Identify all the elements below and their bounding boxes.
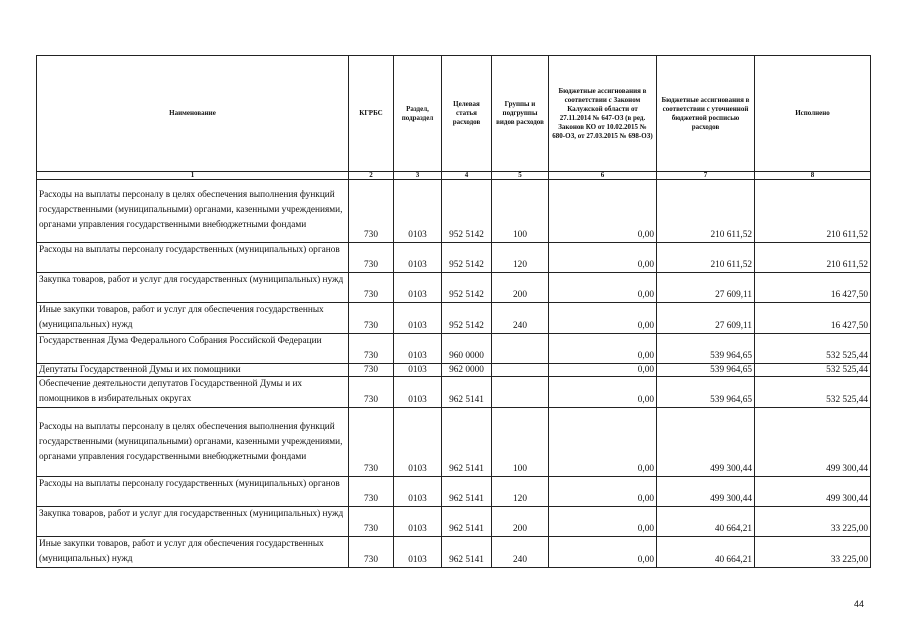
cell-executed: 33 225,00 [755, 537, 871, 568]
cell-executed: 532 525,44 [755, 364, 871, 377]
table-row [37, 377, 871, 408]
cell-kgrbs: 730 [349, 364, 394, 377]
cell-kgrbs: 730 [349, 537, 394, 568]
cell-group: 240 [492, 537, 549, 568]
cell-executed: 16 427,50 [755, 303, 871, 334]
cell-kgrbs: 730 [349, 507, 394, 537]
table-row [37, 303, 871, 334]
cell-roster: 210 611,52 [657, 180, 755, 243]
cell-name: Государственная Дума Федерального Собрания Российской Федерации [37, 334, 349, 364]
header-target-article: Целевая статья расходов [442, 56, 492, 172]
cell-roster: 27 609,11 [657, 303, 755, 334]
cell-section: 0103 [394, 180, 442, 243]
cell-name: Закупка товаров, работ и услуг для государственных (муниципальных) нужд [37, 507, 349, 537]
cell-name: Иные закупки товаров, работ и услуг для обеспечения государственных (муниципальных) нужд [37, 303, 349, 334]
cell-name: Иные закупки товаров, работ и услуг для обеспечения государственных (муниципальных) нужд [37, 537, 349, 568]
cell-roster: 539 964,65 [657, 334, 755, 364]
cell-kgrbs: 730 [349, 303, 394, 334]
table-row [37, 408, 871, 477]
table-row [37, 507, 871, 537]
cell-section: 0103 [394, 408, 442, 477]
cell-law: 0,00 [549, 334, 657, 364]
cell-section: 0103 [394, 537, 442, 568]
cell-group: 200 [492, 507, 549, 537]
table-row [37, 180, 871, 243]
header-row [37, 56, 871, 172]
column-number: 7 [657, 172, 755, 180]
cell-group: 120 [492, 477, 549, 507]
table-row [37, 334, 871, 364]
cell-target: 962 5141 [442, 377, 492, 408]
cell-section: 0103 [394, 273, 442, 303]
cell-roster: 539 964,65 [657, 377, 755, 408]
cell-executed: 210 611,52 [755, 180, 871, 243]
cell-section: 0103 [394, 377, 442, 408]
cell-name: Расходы на выплаты персоналу государственных (муниципальных) органов [37, 477, 349, 507]
cell-roster: 499 300,44 [657, 477, 755, 507]
cell-target: 952 5142 [442, 243, 492, 273]
cell-name: Депутаты Государственной Думы и их помощники [37, 364, 349, 377]
cell-target: 952 5142 [442, 273, 492, 303]
cell-law: 0,00 [549, 408, 657, 477]
cell-kgrbs: 730 [349, 273, 394, 303]
column-number: 3 [394, 172, 442, 180]
cell-roster: 40 664,21 [657, 507, 755, 537]
cell-group [492, 377, 549, 408]
cell-roster: 210 611,52 [657, 243, 755, 273]
cell-executed: 532 525,44 [755, 377, 871, 408]
column-number: 4 [442, 172, 492, 180]
cell-section: 0103 [394, 477, 442, 507]
header-kgrbs: КГРБС [349, 56, 394, 172]
cell-kgrbs: 730 [349, 477, 394, 507]
column-number: 8 [755, 172, 871, 180]
table-row [37, 477, 871, 507]
cell-roster: 27 609,11 [657, 273, 755, 303]
column-number: 5 [492, 172, 549, 180]
cell-target: 962 5141 [442, 408, 492, 477]
cell-group [492, 364, 549, 377]
cell-group: 100 [492, 180, 549, 243]
column-number: 1 [37, 172, 349, 180]
cell-section: 0103 [394, 507, 442, 537]
header-section: Раздел, подраздел [394, 56, 442, 172]
cell-law: 0,00 [549, 477, 657, 507]
cell-executed: 532 525,44 [755, 334, 871, 364]
cell-kgrbs: 730 [349, 408, 394, 477]
cell-kgrbs: 730 [349, 334, 394, 364]
cell-roster: 499 300,44 [657, 408, 755, 477]
cell-target: 962 5141 [442, 537, 492, 568]
page-number: 44 [854, 599, 865, 609]
cell-roster: 40 664,21 [657, 537, 755, 568]
cell-roster: 539 964,65 [657, 364, 755, 377]
cell-kgrbs: 730 [349, 243, 394, 273]
cell-law: 0,00 [549, 364, 657, 377]
column-number-row [37, 172, 871, 180]
header-executed: Исполнено [755, 56, 871, 172]
column-number: 2 [349, 172, 394, 180]
cell-law: 0,00 [549, 507, 657, 537]
cell-executed: 210 611,52 [755, 243, 871, 273]
cell-law: 0,00 [549, 303, 657, 334]
cell-law: 0,00 [549, 537, 657, 568]
cell-section: 0103 [394, 243, 442, 273]
table-row [37, 243, 871, 273]
cell-executed: 33 225,00 [755, 507, 871, 537]
cell-law: 0,00 [549, 243, 657, 273]
column-number: 6 [549, 172, 657, 180]
header-roster-allocations: Бюджетные ассигнования в соответствии с уточненной бюджетной росписью расходов [657, 56, 755, 172]
cell-name: Расходы на выплаты персоналу в целях обеспечения выполнения функций государственными (муниципальными) органами, казенными учреждениями, органами управления государственными внебюджетными фондами [37, 408, 349, 477]
cell-section: 0103 [394, 334, 442, 364]
cell-group: 200 [492, 273, 549, 303]
cell-name: Закупка товаров, работ и услуг для государственных (муниципальных) нужд [37, 273, 349, 303]
budget-table [36, 55, 871, 568]
cell-name: Расходы на выплаты персоналу в целях обеспечения выполнения функций государственными (муниципальными) органами, казенными учреждениями, органами управления государственными внебюджетными фондами [37, 180, 349, 243]
table-row [37, 364, 871, 377]
cell-executed: 16 427,50 [755, 273, 871, 303]
cell-section: 0103 [394, 303, 442, 334]
cell-target: 952 5142 [442, 303, 492, 334]
header-name: Наименование [37, 56, 349, 172]
cell-section: 0103 [394, 364, 442, 377]
cell-group: 120 [492, 243, 549, 273]
cell-law: 0,00 [549, 377, 657, 408]
cell-law: 0,00 [549, 273, 657, 303]
cell-law: 0,00 [549, 180, 657, 243]
cell-group: 240 [492, 303, 549, 334]
cell-kgrbs: 730 [349, 377, 394, 408]
cell-executed: 499 300,44 [755, 477, 871, 507]
cell-kgrbs: 730 [349, 180, 394, 243]
cell-group: 100 [492, 408, 549, 477]
cell-target: 962 5141 [442, 507, 492, 537]
cell-name: Обеспечение деятельности депутатов Государственной Думы и их помощников в избирательных округах [37, 377, 349, 408]
cell-executed: 499 300,44 [755, 408, 871, 477]
table-row [37, 273, 871, 303]
header-law-allocations: Бюджетные ассигнования в соответствии с Законом Калужской области от 27.11.2014 № 647-ОЗ (в ред. Законов КО от 10.02.2015 № 680-ОЗ, от 27.03.2015 № 698-ОЗ) [549, 56, 657, 172]
header-expense-group: Группы и подгруппы видов расходов [492, 56, 549, 172]
cell-target: 960 0000 [442, 334, 492, 364]
cell-group [492, 334, 549, 364]
table-row [37, 537, 871, 568]
cell-name: Расходы на выплаты персоналу государственных (муниципальных) органов [37, 243, 349, 273]
cell-target: 952 5142 [442, 180, 492, 243]
cell-target: 962 5141 [442, 477, 492, 507]
cell-target: 962 0000 [442, 364, 492, 377]
